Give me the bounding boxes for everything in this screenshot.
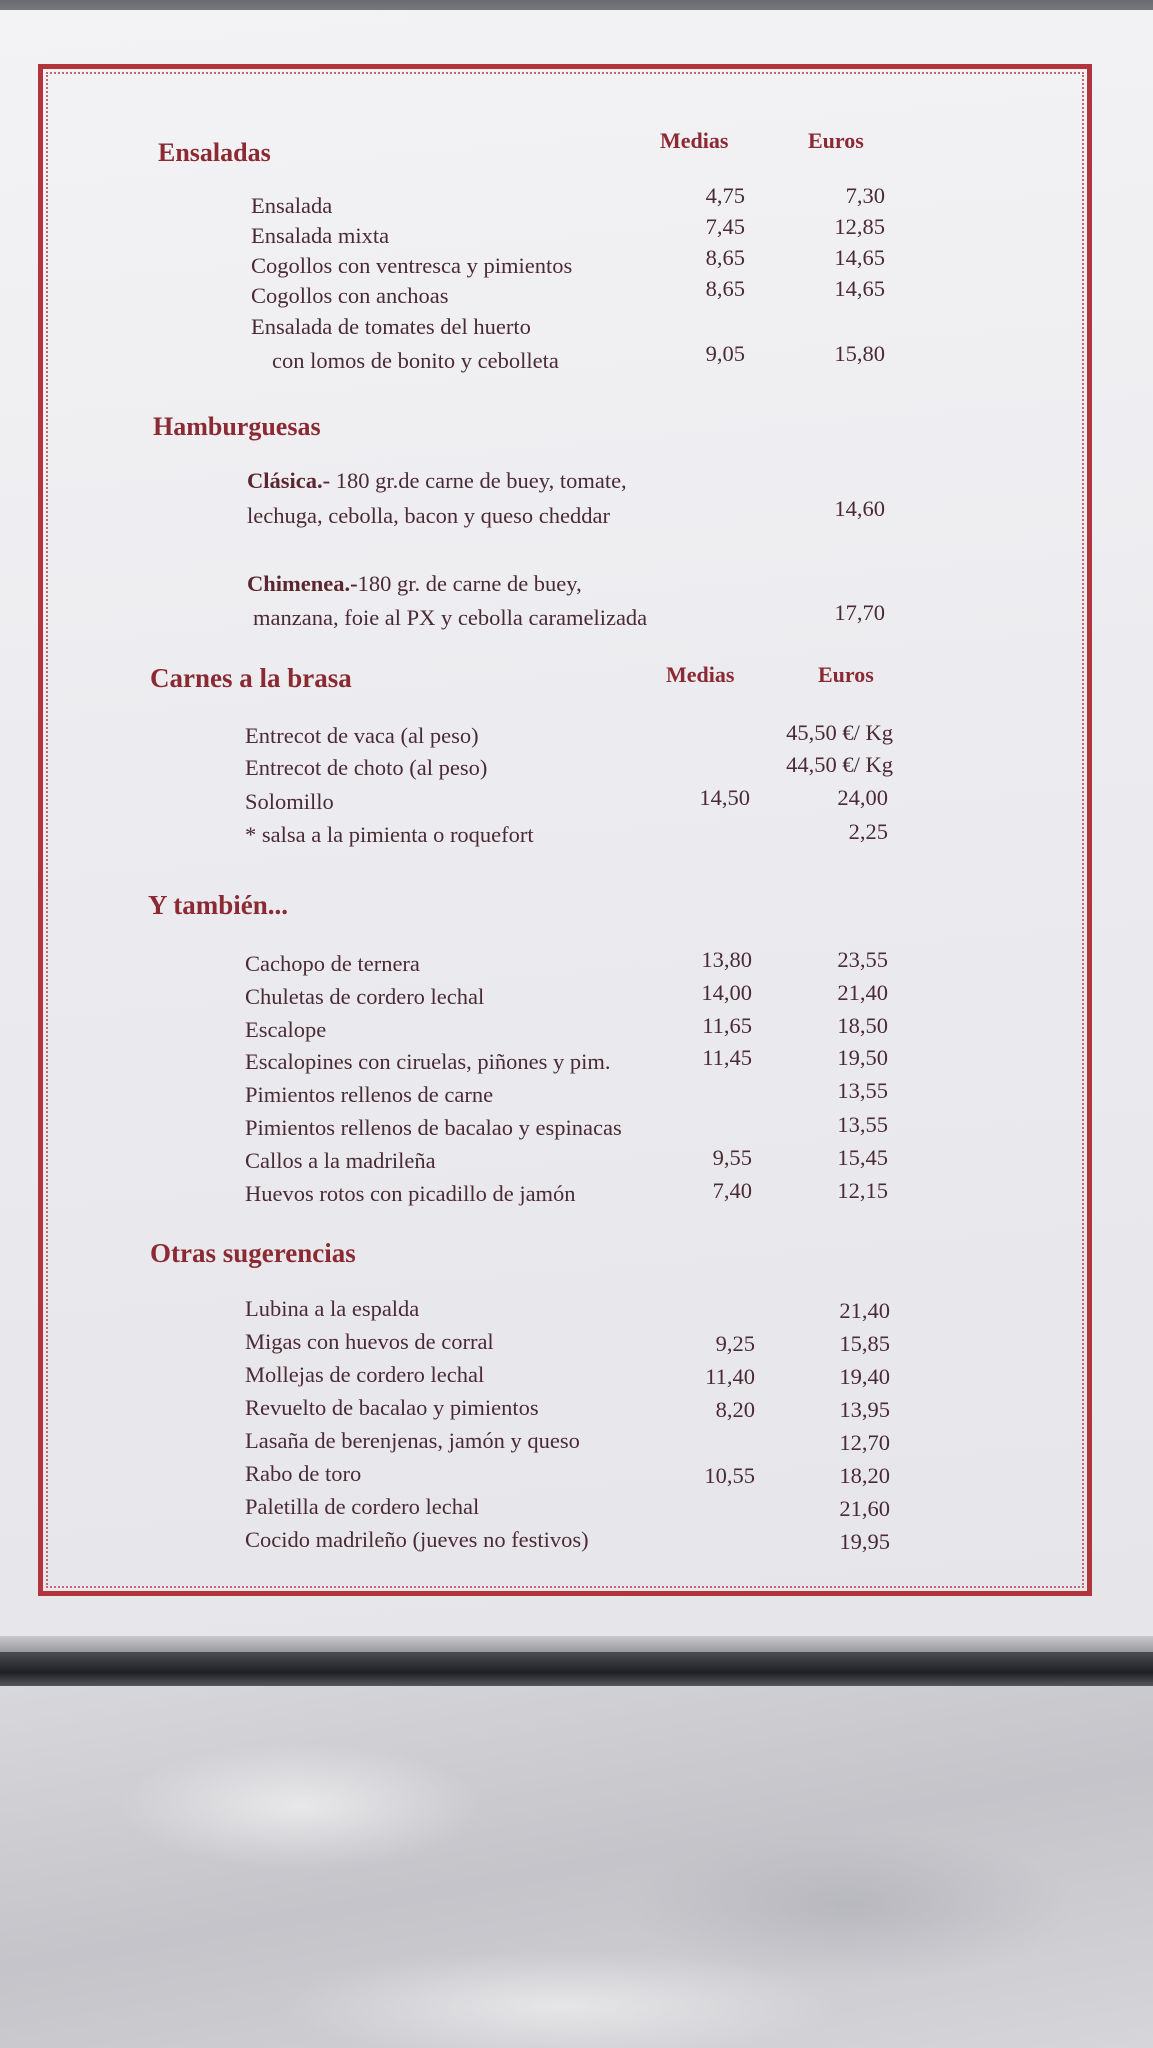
price-euros: 19,40 — [839, 1364, 890, 1389]
menu-item-name: Ensalada mixta — [251, 223, 390, 248]
column-header-medias: Medias — [660, 128, 729, 153]
price-euros: 7,30 — [845, 183, 885, 208]
column-header-euros: Euros — [808, 128, 864, 153]
menu-page — [0, 10, 1153, 1638]
menu-item-name: Pimientos rellenos de bacalao y espinacas — [245, 1115, 622, 1140]
price-euros: 13,95 — [839, 1397, 890, 1422]
price-per-kg: 45,50 €/ Kg — [786, 720, 893, 745]
price-medias: 8,65 — [705, 245, 745, 270]
tablecloth — [0, 1686, 1153, 2048]
menu-item-name: Entrecot de vaca (al peso) — [245, 723, 479, 748]
price-euros: 17,70 — [834, 600, 885, 625]
price-medias: 11,45 — [702, 1045, 752, 1070]
price-medias: 8,20 — [715, 1397, 755, 1422]
menu-item-name: Mollejas de cordero lechal — [245, 1362, 485, 1387]
section-title-ensaladas: Ensaladas — [158, 138, 271, 167]
dish-name: Chimenea.- — [247, 571, 358, 596]
price-euros: 19,95 — [839, 1529, 890, 1554]
price-euros: 14,60 — [834, 496, 885, 521]
price-euros: 23,55 — [837, 947, 888, 972]
price-euros: 12,85 — [834, 214, 885, 239]
price-per-kg: 44,50 €/ Kg — [786, 752, 893, 777]
menu-item-name: Solomillo — [245, 789, 334, 814]
menu-item-name: Escalopines con ciruelas, piñones y pim. — [245, 1049, 611, 1074]
menu-item-name: Pimientos rellenos de carne — [245, 1082, 494, 1107]
menu-item-name: Huevos rotos con picadillo de jamón — [245, 1181, 576, 1206]
dish-description-continued: manzana, foie al PX y cebolla caramelizada — [253, 605, 648, 630]
price-euros: 12,15 — [837, 1178, 888, 1203]
menu-item-name: Cachopo de ternera — [245, 951, 420, 976]
column-header-medias: Medias — [666, 662, 735, 687]
price-euros: 21,40 — [837, 980, 888, 1005]
price-euros: 18,20 — [839, 1463, 890, 1488]
price-medias: 14,00 — [701, 980, 752, 1005]
menu-item-name: Ensalada — [251, 193, 333, 218]
price-medias: 4,75 — [705, 183, 745, 208]
menu-item-name: Escalope — [245, 1017, 327, 1042]
price-euros: 15,80 — [834, 341, 885, 366]
price-euros: 15,85 — [839, 1331, 890, 1356]
menu-item-name: Cocido madrileño (jueves no festivos) — [245, 1527, 589, 1552]
price-euros: 14,65 — [834, 245, 885, 270]
price-euros: 13,55 — [837, 1112, 888, 1137]
price-medias: 9,55 — [712, 1145, 752, 1170]
menu-item-name: Chuletas de cordero lechal — [245, 984, 485, 1009]
menu-item-name: Lasaña de berenjenas, jamón y queso — [245, 1428, 580, 1453]
price-euros: 14,65 — [834, 276, 885, 301]
price-medias: 11,65 — [702, 1013, 752, 1038]
price-euros: 19,50 — [837, 1045, 888, 1070]
dish-description: 180 gr.de carne de buey, tomate, — [330, 468, 627, 493]
dish-name: Clásica.- — [247, 468, 331, 493]
column-header-euros: Euros — [818, 662, 874, 687]
price-medias: 8,65 — [705, 276, 745, 301]
menu-item-name: Ensalada de tomates del huerto — [251, 314, 531, 339]
section-title-carnes: Carnes a la brasa — [150, 663, 352, 693]
menu-item-burger-chimenea — [247, 573, 582, 596]
price-euros: 24,00 — [837, 785, 888, 810]
section-title-hamburguesas: Hamburguesas — [153, 412, 321, 441]
menu-item-name: Lubina a la espalda — [245, 1296, 420, 1321]
section-title-tambien: Y también... — [148, 890, 288, 920]
price-euros: 15,45 — [837, 1145, 888, 1170]
dish-description: 180 gr. de carne de buey, — [357, 571, 582, 596]
price-medias: 9,25 — [715, 1331, 755, 1356]
price-euros: 18,50 — [837, 1013, 888, 1038]
price-euros: 13,55 — [837, 1078, 888, 1103]
price-euros: 21,40 — [839, 1298, 890, 1323]
dish-description-continued: lechuga, cebolla, bacon y queso cheddar — [247, 503, 610, 528]
menu-item-name: Callos a la madrileña — [245, 1148, 436, 1173]
menu-item-name: Cogollos con ventresca y pimientos — [251, 253, 573, 278]
menu-item-name: Paletilla de cordero lechal — [245, 1494, 480, 1519]
price-medias: 9,05 — [705, 341, 745, 366]
price-medias: 7,40 — [712, 1178, 752, 1203]
price-medias: 11,40 — [705, 1364, 755, 1389]
menu-item-name-continued: con lomos de bonito y cebolleta — [272, 348, 559, 373]
price-medias: 7,45 — [705, 214, 745, 239]
menu-item-burger-clasica — [247, 470, 627, 493]
menu-item-name: Entrecot de choto (al peso) — [245, 755, 488, 780]
price-medias: 14,50 — [699, 785, 750, 810]
decorative-border — [38, 64, 1092, 1596]
price-euros: 21,60 — [839, 1496, 890, 1521]
price-medias: 13,80 — [701, 947, 752, 972]
price-euros: 2,25 — [848, 819, 888, 844]
menu-item-name: Revuelto de bacalao y pimientos — [245, 1395, 539, 1420]
binder-bar — [0, 1652, 1153, 1686]
menu-item-name: * salsa a la pimienta o roquefort — [245, 822, 534, 847]
menu-item-name: Cogollos con anchoas — [251, 283, 449, 308]
section-title-otras: Otras sugerencias — [150, 1238, 356, 1268]
price-medias: 10,55 — [704, 1463, 755, 1488]
menu-item-name: Migas con huevos de corral — [245, 1329, 494, 1354]
price-euros: 12,70 — [839, 1430, 890, 1455]
menu-item-name: Rabo de toro — [245, 1461, 362, 1486]
